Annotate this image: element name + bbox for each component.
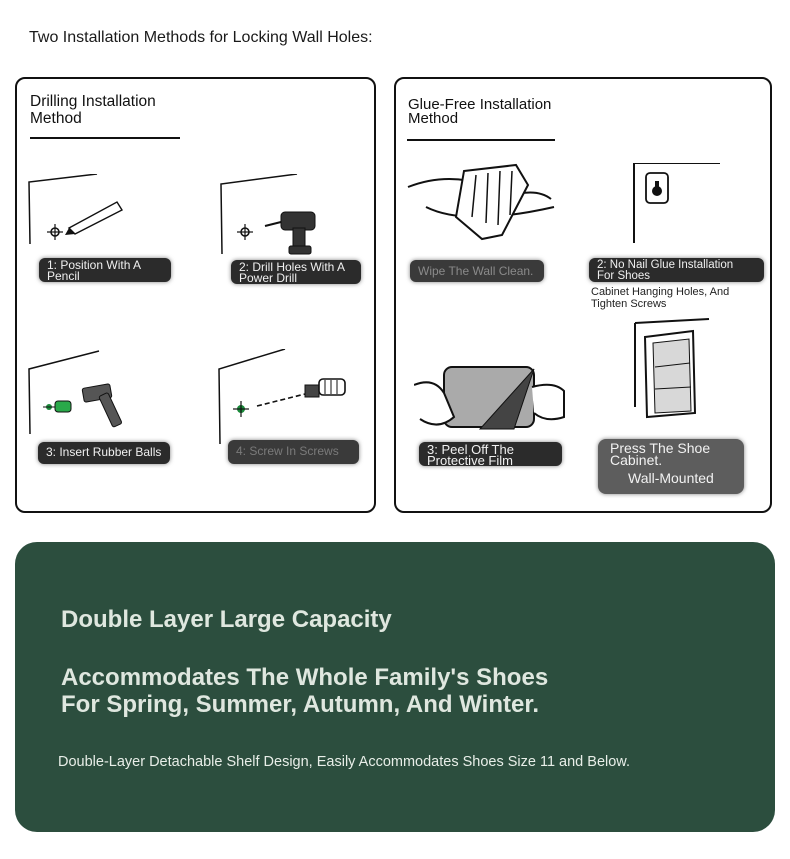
glue-step-4-label: Press The Shoe Cabinet. Wall-Mounted [598, 439, 744, 494]
feature-subtitle-line1: Accommodates The Whole Family's Shoes [61, 664, 549, 691]
drilling-title-line1: Drilling Installation [30, 93, 156, 110]
step-1-label: 1: Position With A Pencil [39, 258, 171, 282]
drilling-title [30, 93, 156, 127]
drilling-title-line2: Method [30, 110, 82, 127]
feature-banner [15, 542, 775, 832]
glue-title-line1: Glue-Free Installation [408, 96, 552, 113]
cabinet-screw-note: Cabinet Hanging Holes, And Tighten Screws [591, 286, 730, 310]
page-heading: Two Installation Methods for Locking Wall Holes: [29, 29, 373, 46]
glue-step-2-label: 2: No Nail Glue Installation For Shoes [589, 258, 764, 282]
hammer-icon [25, 349, 155, 444]
wiping-hand-icon [406, 157, 556, 252]
feature-title: Double Layer Large Capacity [61, 606, 392, 633]
glue-title-line2: Method [408, 110, 459, 127]
drilling-method-panel [15, 77, 376, 513]
glue-title [408, 98, 551, 126]
glue-title-underline [407, 139, 555, 141]
step-3-label: 3: Insert Rubber Balls [38, 442, 170, 464]
shoe-cabinet-icon [631, 317, 721, 437]
glue-step-3-label: 3: Peel Off The Protective Film [419, 442, 562, 466]
step-2-label: 2: Drill Holes With A Power Drill [231, 260, 361, 284]
wall-hook-icon [626, 163, 726, 248]
feature-subtitle-line2: For Spring, Summer, Autumn, And Winter. [61, 691, 540, 718]
glue-free-method-panel [394, 77, 772, 513]
pencil-icon [25, 174, 145, 264]
feature-detail: Double-Layer Detachable Shelf Design, Easily Accommodates Shoes Size 11 and Below. [58, 754, 630, 770]
screwdriver-icon [215, 349, 355, 444]
drilling-title-underline [30, 137, 180, 139]
step-4-label: 4: Screw In Screws [228, 440, 359, 464]
peel-film-icon [414, 357, 574, 447]
glue-step-1-label: Wipe The Wall Clean. [410, 260, 544, 282]
power-drill-icon [217, 174, 347, 264]
